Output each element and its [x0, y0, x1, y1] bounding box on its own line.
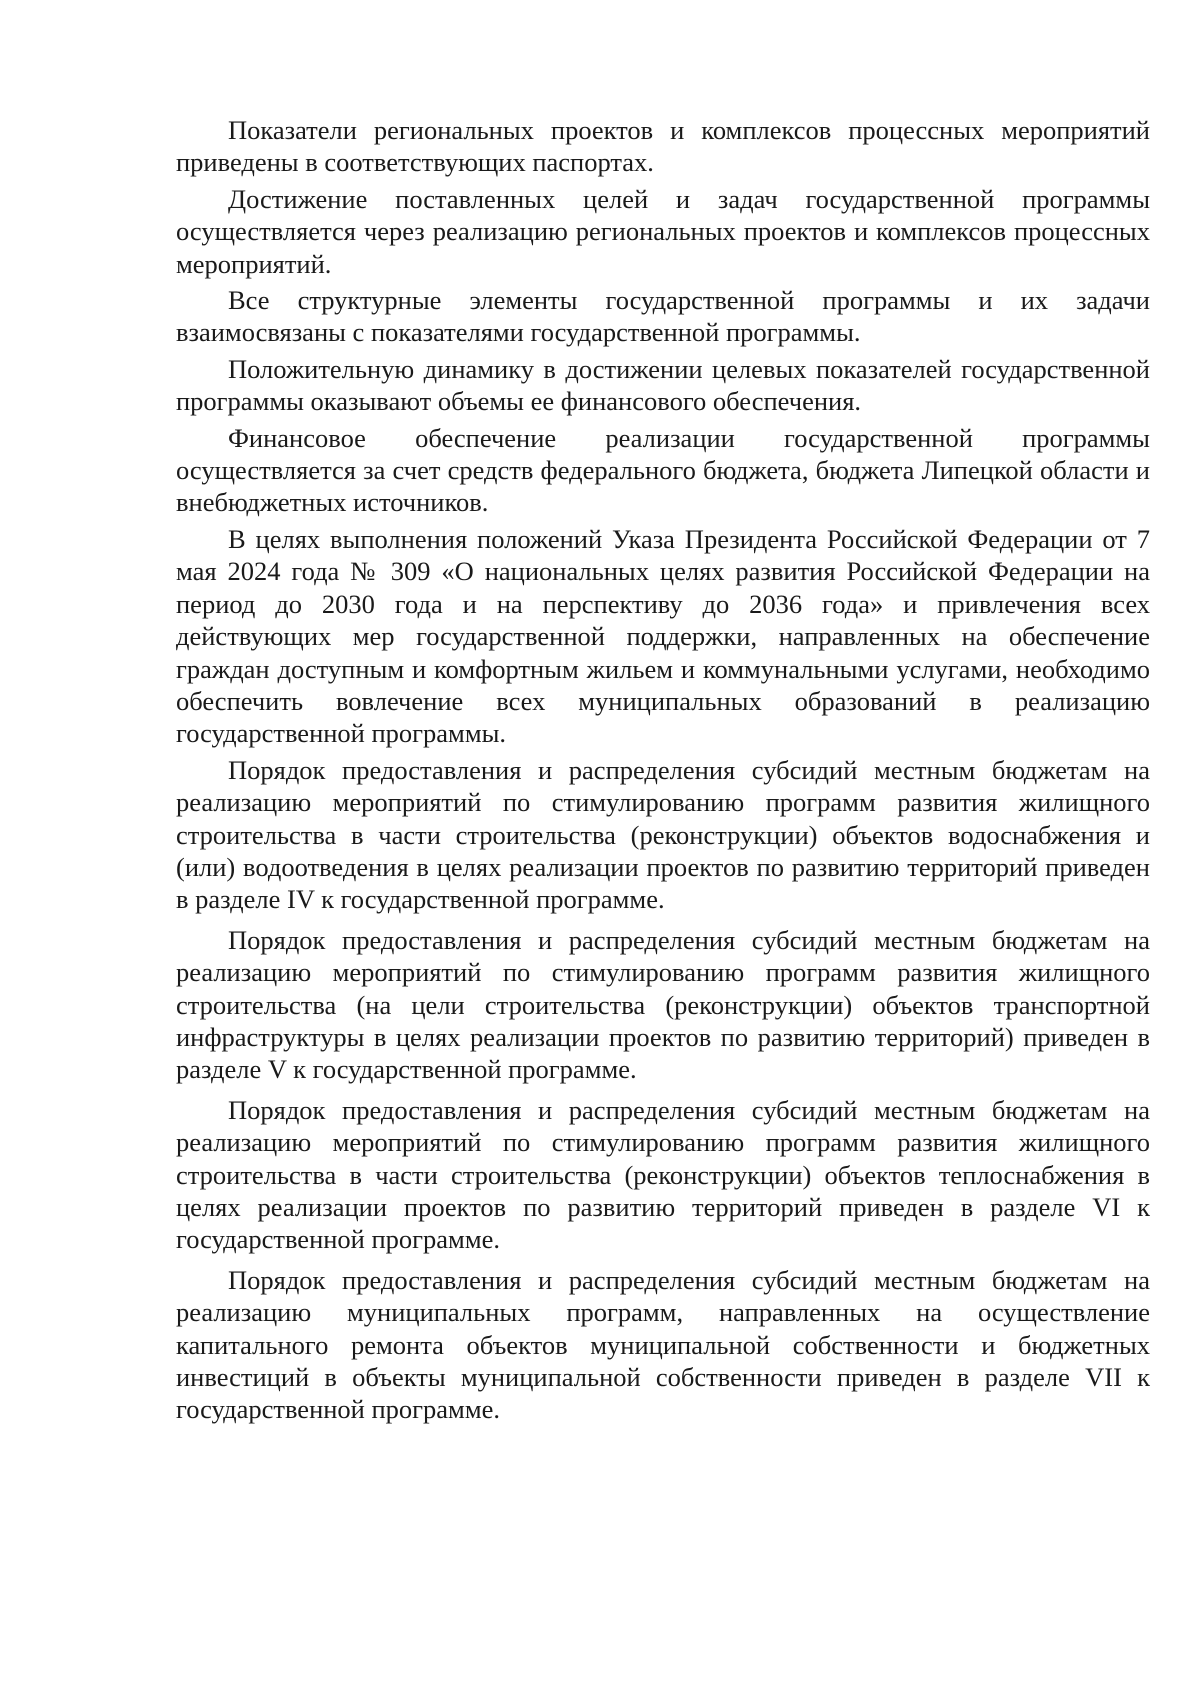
paragraph-structural-elements: Все структурные элементы государственной программы и их задачи взаимосвязаны с показателями государственной программы.	[176, 285, 1150, 348]
paragraph-subsidies-heat-supply: Порядок предоставления и распределения субсидий местным бюджетам на реализацию мероприятий по стимулированию программ развития жилищного строительства в части строительства (реконструкции) объектов теплоснабжения в целях реализации проектов по развитию территорий приведен в разделе VI к государственной программе.	[176, 1094, 1150, 1255]
document-body	[176, 114, 1150, 1426]
paragraph-presidential-decree: В целях выполнения положений Указа Президента Российской Федерации от 7 мая 2024 года № 309 «О национальных целях развития Российской Федерации на период до 2030 года и на перспективу до 2036 года» и привлечения всех действующих мер государственной поддержки, направленных на обеспечение граждан доступным и комфортным жильем и коммунальными услугами, необходимо обеспечить вовлечение всех муниципальных образований в реализацию государственной программы.	[176, 523, 1150, 749]
paragraph-subsidies-capital-repair: Порядок предоставления и распределения субсидий местным бюджетам на реализацию муниципальных программ, направленных на осуществление капитального ремонта объектов муниципальной собственности и бюджетных инвестиций в объекты муниципальной собственности приведен в разделе VII к государственной программе.	[176, 1264, 1150, 1425]
paragraph-subsidies-water-supply: Порядок предоставления и распределения субсидий местным бюджетам на реализацию мероприятий по стимулированию программ развития жилищного строительства в части строительства (реконструкции) объектов водоснабжения и (или) водоотведения в целях реализации проектов по развитию территорий приведен в разделе IV к государственной программе.	[176, 754, 1150, 915]
paragraph-financial-support: Финансовое обеспечение реализации государственной программы осуществляется за счет средств федерального бюджета, бюджета Липецкой области и внебюджетных источников.	[176, 422, 1150, 518]
paragraph-indicators: Показатели региональных проектов и комплексов процессных мероприятий приведены в соответствующих паспортах.	[176, 115, 1150, 178]
paragraph-subsidies-transport: Порядок предоставления и распределения субсидий местным бюджетам на реализацию мероприятий по стимулированию программ развития жилищного строительства (на цели строительства (реконструкции) объектов транспортной инфраструктуры в целях реализации проектов по развитию территорий) приведен в разделе V к государственной программе.	[176, 924, 1150, 1085]
paragraph-positive-dynamics: Положительную динамику в достижении целевых показателей государственной программы оказывают объемы ее финансового обеспечения.	[176, 353, 1150, 417]
paragraph-goals-achievement: Достижение поставленных целей и задач государственной программы осуществляется через реализацию региональных проектов и комплексов процессных мероприятий.	[176, 183, 1150, 279]
